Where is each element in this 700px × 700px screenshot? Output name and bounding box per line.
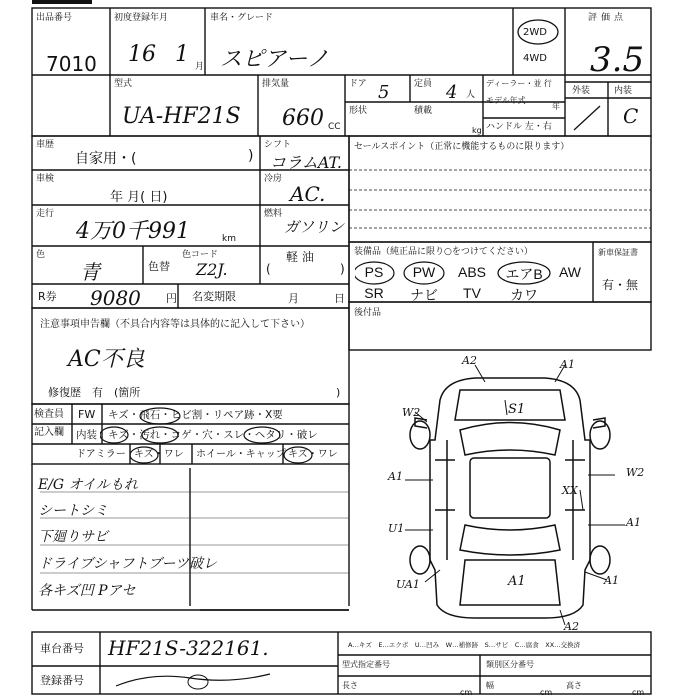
width-unit: cm — [540, 688, 553, 697]
shift-label: シフト — [264, 140, 292, 150]
classification-label: 類別区分番号 — [486, 660, 534, 669]
equipment-pw: PW — [412, 264, 436, 280]
inspector-door-mirror: ドアミラー — [76, 449, 126, 460]
equipment-label: 装備品（純正品に限り○をつけてください） — [354, 247, 533, 257]
repair-history-paren: ) — [336, 386, 341, 399]
expiry-day-label: 日 — [334, 292, 345, 305]
damage-mark: A2 — [564, 620, 579, 633]
doors-value: 5 — [378, 82, 390, 103]
damage-mark: UA1 — [396, 578, 420, 591]
model-label: 型式 — [114, 79, 133, 89]
chassis-label: 車台番号 — [40, 642, 84, 655]
color-label: 色 — [36, 250, 46, 260]
model-designation-label: 型式指定番号 — [342, 660, 390, 669]
chassis-number: HF21S-322161. — [108, 636, 269, 660]
fuel-paren-close: ) — [340, 262, 345, 276]
equipment-ps: PS — [364, 264, 384, 280]
notes-box-label: 注意事項申告欄（不具合内容等は具体的に記入して下さい） — [40, 319, 310, 330]
usage-label: 車歴 — [36, 140, 55, 150]
usage-paren-close: ) — [248, 148, 254, 164]
year-unit: 年 — [552, 102, 560, 111]
equipment-leather: カワ — [510, 287, 538, 303]
lot-number: 7010 — [46, 52, 97, 76]
model-year-label: モデル年式 — [486, 96, 526, 105]
first-registration-label: 初度登録年月 — [114, 13, 169, 23]
handle-label: ハンドル 左・右 — [486, 122, 552, 132]
equipment-sr: SR — [364, 285, 384, 301]
inspector-interior-items: キズ・汚れ・コゲ・穴・スレ・ヘタリ・破レ — [108, 429, 318, 441]
displacement-value: 660 — [282, 106, 324, 131]
shape-label: 形状 — [349, 106, 368, 116]
damage-mark: A1 — [388, 470, 403, 483]
note-item: E/G オイルもれ — [38, 477, 138, 493]
capacity-label: 定員 — [414, 79, 433, 89]
note-item: 下廻りサビ — [38, 529, 108, 545]
equipment-airbag: エアB — [505, 266, 543, 282]
car-diagram — [385, 360, 635, 630]
later-items-label: 後付品 — [354, 308, 382, 318]
inspector-circles — [100, 404, 350, 464]
registration-expiry-label: 名変期限 — [192, 290, 236, 303]
equipment-abs: ABS — [457, 264, 486, 280]
damage-mark: W2 — [626, 466, 645, 479]
inspector-mirror-items: キズ・ワレ — [134, 449, 184, 460]
recycle-label: R券 — [38, 290, 57, 303]
inspector-wheel-cap: ホイール・キャップ — [196, 449, 286, 460]
load-label: 積載 — [414, 106, 433, 116]
displacement-label: 排気量 — [262, 79, 290, 89]
capacity-value: 4 — [446, 82, 458, 103]
damage-mark: XX — [562, 484, 578, 497]
cc-unit: CC — [328, 122, 341, 132]
doors-label: ドア — [349, 79, 367, 89]
inspector-fw: FW — [78, 408, 96, 421]
new-guarantee-value: 有・無 — [602, 278, 639, 292]
plate-label: 登録番号 — [40, 674, 84, 687]
exterior-grade-slash — [570, 100, 606, 134]
lot-number-label: 出品番号 — [36, 13, 73, 23]
color-value: 青 — [80, 260, 100, 284]
month-unit: 月 — [195, 62, 205, 72]
fuel-label: 燃料 — [264, 209, 283, 219]
model-value: UA-HF21S — [122, 104, 241, 129]
equipment-tv: TV — [463, 285, 481, 301]
drive-2wd-circle — [515, 16, 561, 48]
length-label: 長さ — [342, 681, 358, 690]
height-unit: cm — [632, 688, 645, 697]
yen-unit: 円 — [166, 292, 177, 305]
usage-value: 自家用・( — [75, 151, 137, 167]
color-code-value: Z2J. — [196, 260, 228, 279]
damage-mark: A2 — [462, 354, 477, 367]
length-unit: cm — [460, 688, 473, 697]
first-registration-year: 16 — [128, 42, 156, 67]
inspector-label-2: 記入欄 — [34, 427, 64, 438]
damage-mark: A1 — [560, 358, 575, 371]
repair-history-label: 修復歴 有 (箇所 — [48, 386, 141, 399]
aircon-label: 冷房 — [264, 174, 283, 184]
legend-text: A…キズ E…エクボ U…凹み W…補修跡 S…サビ C…腐食 XX…交換済 — [348, 641, 581, 649]
drive-2wd-option: 2WD — [523, 27, 547, 38]
damage-mark: U1 — [388, 522, 405, 535]
new-guarantee-label: 新車保証書 — [598, 248, 638, 257]
car-name: スピアーノ — [220, 47, 329, 72]
equipment-circles — [355, 260, 595, 304]
inspector-fw-items: キズ・飛石・ヒビ割・リペア跡・X要 — [108, 409, 283, 421]
note-item: 各キズ凹 Pアセ — [38, 583, 136, 599]
damage-mark: S1 — [508, 402, 526, 417]
mileage-value: 4万0千991 — [76, 219, 190, 244]
note-item: シートシミ — [38, 503, 108, 519]
dealer-label: ディーラー・並 行 — [486, 79, 552, 88]
km-unit: km — [222, 234, 236, 244]
fuel-alternative: 軽 油 — [286, 250, 314, 264]
damage-mark: A1 — [626, 516, 641, 529]
fuel-value: ガソリン — [284, 218, 345, 236]
equipment-aw: AW — [558, 264, 582, 280]
recycle-value: 9080 — [90, 286, 141, 310]
damage-mark: A1 — [604, 574, 619, 587]
interior-grade: C — [623, 104, 639, 128]
color-code-label: 色コード — [182, 250, 219, 260]
inspection-date: 年 月( 日) — [110, 190, 168, 205]
color-change-label: 色替 — [148, 260, 170, 273]
plate-scribble — [110, 668, 310, 694]
inspection-label: 車検 — [36, 174, 55, 184]
car-name-label: 車名・グレード — [210, 13, 274, 23]
equipment-navi: ナビ — [410, 287, 438, 303]
person-unit: 人 — [466, 90, 476, 100]
score-value: 3.5 — [590, 40, 645, 80]
aircon-value: AC. — [290, 182, 326, 206]
note-item: ドライブシャフトブーツ破レ — [38, 556, 217, 572]
kg-unit: kg — [472, 126, 482, 135]
score-label: 評価点 — [588, 13, 628, 23]
fuel-paren-open: ( — [266, 262, 271, 276]
first-registration-month: 1 — [175, 42, 189, 67]
exterior-label: 外装 — [572, 86, 591, 96]
notes-box-handwritten: AC不良 — [68, 347, 145, 372]
inspector-wheel-items: キズ・ワレ — [288, 449, 338, 460]
inspector-label-1: 検査員 — [34, 409, 64, 420]
drive-4wd-option: 4WD — [523, 53, 547, 64]
sales-point-label: セールスポイント（正常に機能するものに限ります） — [354, 142, 570, 152]
inspector-interior: 内装 — [76, 429, 97, 441]
height-label: 高さ — [566, 681, 582, 690]
damage-mark: A1 — [508, 574, 526, 589]
expiry-month-label: 月 — [288, 292, 299, 305]
interior-label: 内装 — [614, 86, 633, 96]
shift-value: コラムAT. — [270, 153, 342, 172]
width-label: 幅 — [486, 681, 494, 690]
damage-mark: W2 — [402, 406, 421, 419]
mileage-label: 走行 — [36, 209, 55, 219]
